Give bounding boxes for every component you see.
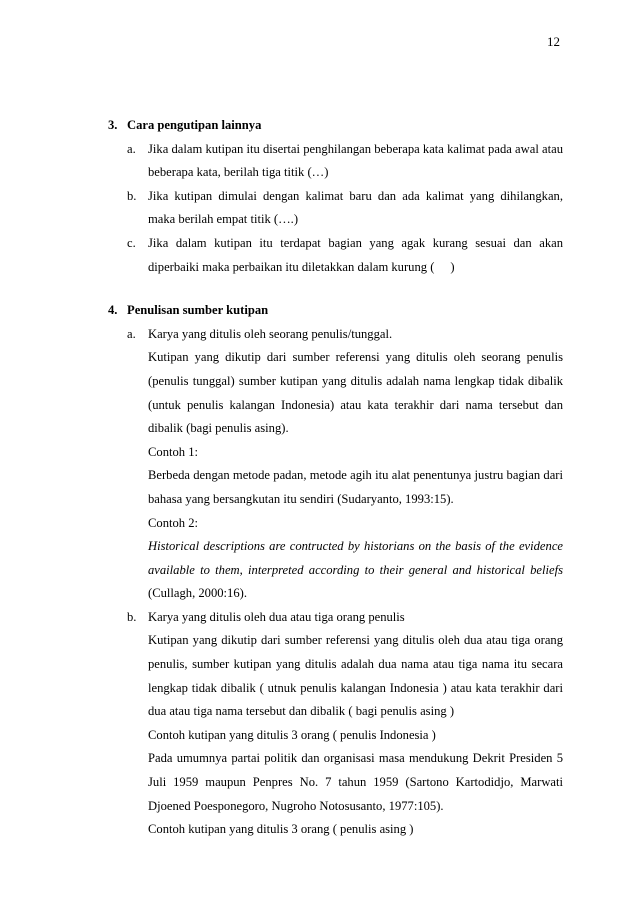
item-letter: a.	[127, 141, 136, 156]
item-paragraph: Kutipan yang dikutip dari sumber referensi yang ditulis oleh dua atau tiga orang penulis, sumber kutipan yang ditulis adalah dua nama atau tiga nama itu secara lengkap tidak dibalik ( utnuk penulis kalangan Indonesia ) atau kata terakhir dari dua atau tiga nama tersebut dan dibalik ( bagi penulis asing )	[148, 633, 563, 719]
item-text-after: )	[450, 259, 455, 274]
section-3-number: 3.	[108, 118, 118, 132]
item-letter: a.	[127, 326, 136, 341]
section-3-heading	[108, 114, 563, 138]
page-number: 12	[547, 34, 560, 49]
item-body	[148, 606, 563, 842]
item-text: Jika kutipan dimulai dengan kalimat baru dan ada kalimat yang dihilangkan, maka berilah empat titik (….)	[148, 188, 563, 227]
example-quote	[148, 535, 563, 606]
item-heading: Karya yang ditulis oleh dua atau tiga orang penulis	[148, 609, 405, 624]
example-label: Contoh 1:	[148, 444, 199, 459]
section-3-title: Cara pengutipan lainnya	[127, 118, 262, 132]
section-4-item-a	[127, 323, 563, 606]
document-body	[108, 114, 563, 842]
item-text-before: Jika dalam kutipan itu terdapat bagian yang agak kurang sesuai dan akan diperbaiki maka perbaikan itu diletakkan dalam kurung (	[148, 235, 563, 274]
item-paragraph: Kutipan yang dikutip dari sumber referensi yang ditulis oleh seorang penulis (penulis tunggal) sumber kutipan yang ditulis adalah nama lengkap tidak dibalik (untuk penulis kalangan Indonesia) atau kata terakhir dari nama tersebut dan dibalik (bagi penulis asing).	[148, 350, 563, 436]
item-body	[148, 323, 563, 606]
item-text	[148, 232, 563, 279]
section-4	[108, 299, 563, 842]
item-letter: b.	[127, 609, 137, 624]
example-label: Contoh kutipan yang ditulis 3 orang ( penulis Indonesia )	[148, 727, 436, 742]
example-text: Berbeda dengan metode padan, metode agih itu alat penentunya justru bagian dari bahasa yang bersangkutan itu sendiri (Sudaryanto, 1993:15).	[148, 468, 563, 506]
section-4-title: Penulisan sumber kutipan	[127, 303, 269, 318]
item-letter: b.	[127, 188, 137, 203]
example-label: Contoh 2:	[148, 515, 199, 530]
item-letter: c.	[127, 235, 136, 250]
section-4-number: 4.	[108, 303, 118, 318]
section-3-item-c	[127, 232, 563, 279]
example-citation: (Cullagh, 2000:16).	[148, 586, 247, 601]
section-3-item-a	[127, 138, 563, 185]
item-text: Jika dalam kutipan itu disertai penghilangan beberapa kata kalimat pada awal atau beberapa kata, berilah tiga titik (…)	[148, 141, 563, 180]
example-text: Pada umumnya partai politik dan organisasi masa mendukung Dekrit Presiden 5 Juli 1959 maupun Penpres No. 7 tahun 1959 (Sartono Kartodidjo, Marwati Djoened Poesponegoro, Nugroho Notosusanto, 1977:105).	[148, 751, 563, 813]
example-quote-italic: Historical descriptions are contructed by historians on the basis of the evidence available to them, interpreted according to their general and historical beliefs	[148, 539, 563, 577]
example-label: Contoh kutipan yang ditulis 3 orang ( penulis asing )	[148, 822, 414, 837]
section-4-item-b	[127, 606, 563, 842]
section-3	[108, 114, 563, 279]
section-3-item-b	[127, 185, 563, 232]
item-heading: Karya yang ditulis oleh seorang penulis/tunggal.	[148, 326, 393, 341]
section-4-heading	[108, 299, 563, 323]
